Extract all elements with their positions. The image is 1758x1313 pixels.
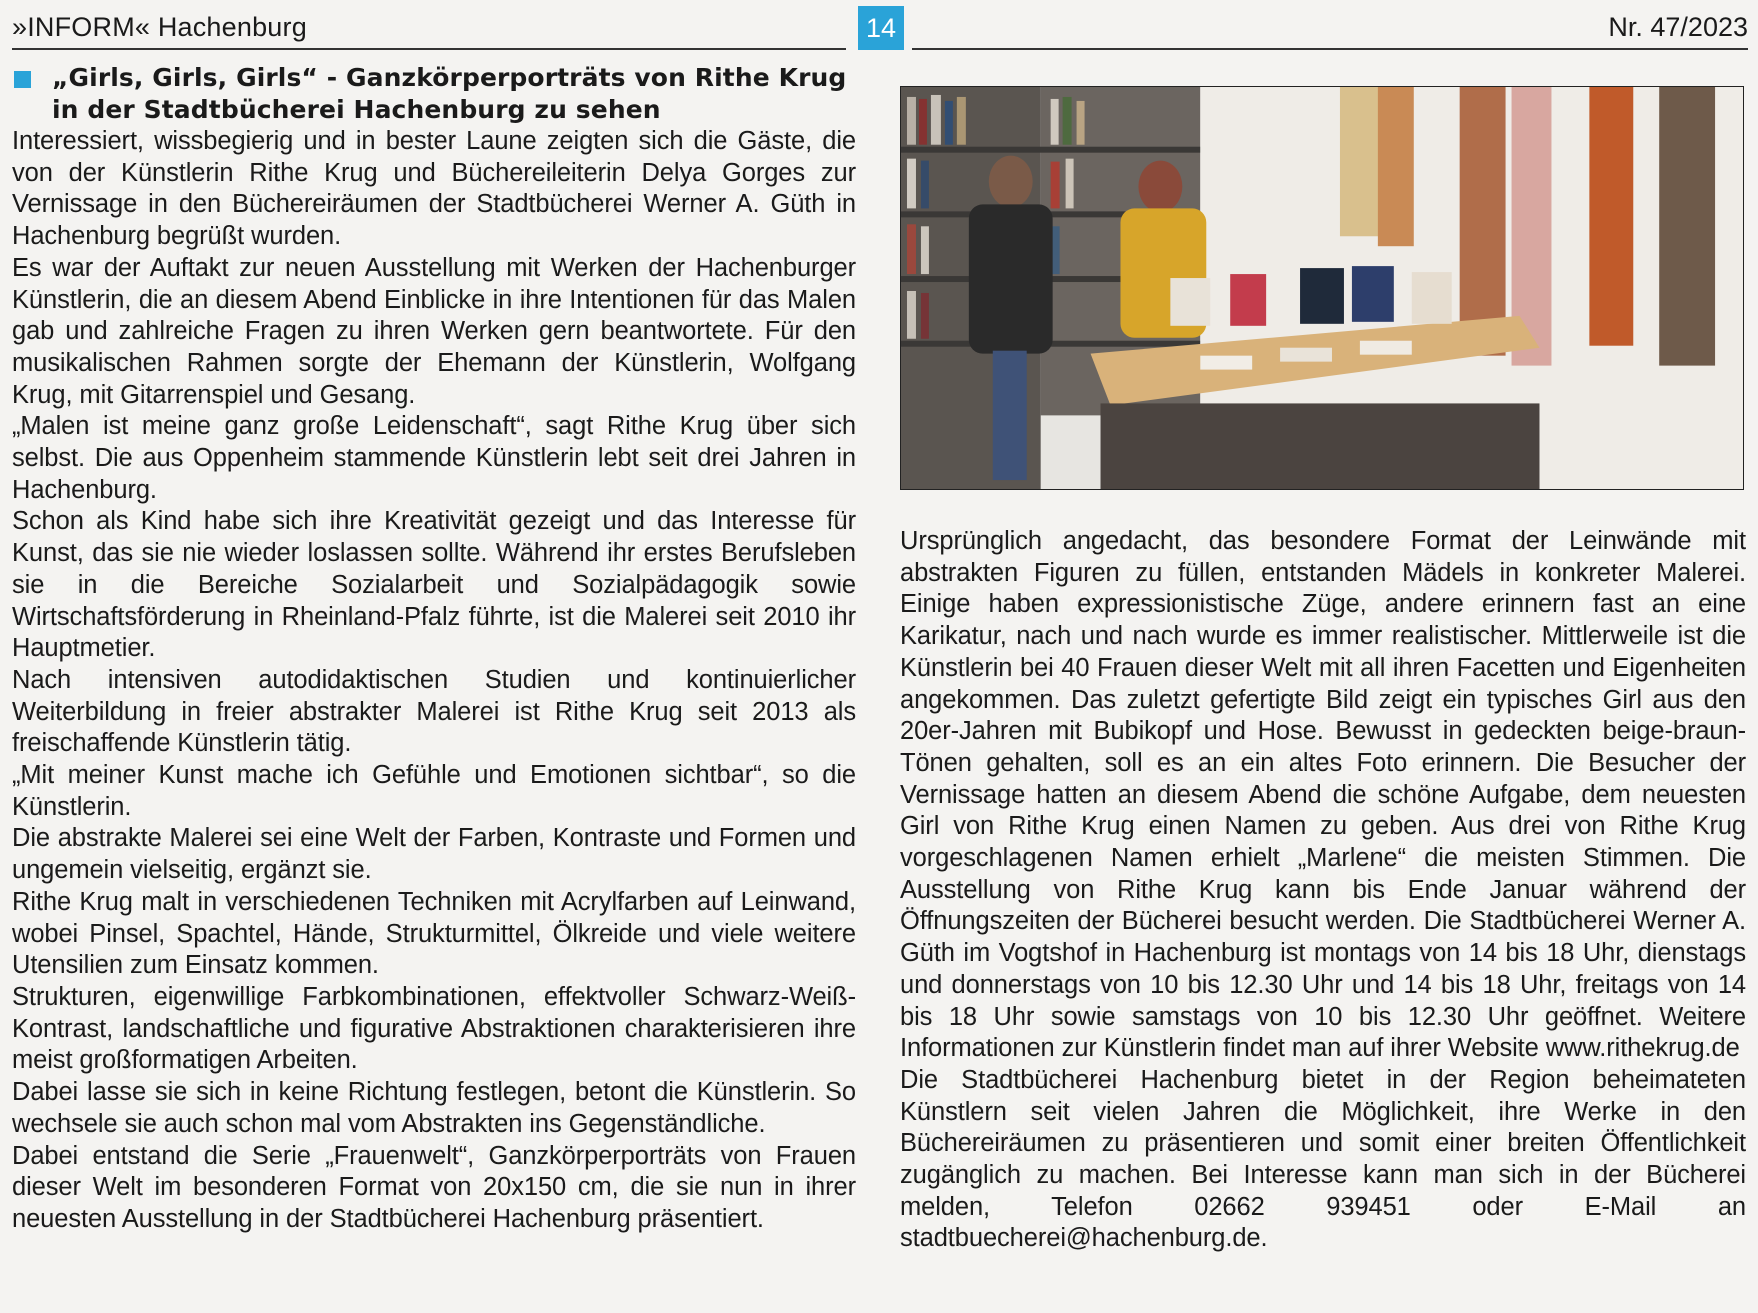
right-column	[900, 86, 1746, 1255]
headline-square-icon	[14, 71, 31, 88]
page-number-badge: 14	[858, 6, 904, 50]
paragraph: Die abstrakte Malerei sei eine Welt der Farben, Kontraste und Formen und ungemein vielseitig, ergänzt sie.	[12, 824, 856, 885]
paragraph: „Malen ist meine ganz große Leidenschaft“, sagt Rithe Krug über sich selbst. Die aus Oppenheim stammende Künstlerin lebt seit drei Jahren in Hachenburg.	[12, 412, 856, 504]
article-headline: „Girls, Girls, Girls“ - Ganzkörperporträts von Rithe Krug in der Stadtbücherei Hachenburg zu sehen	[52, 63, 847, 124]
paragraph: Rithe Krug malt in verschiedenen Techniken mit Acrylfarben auf Leinwand, wobei Pinsel, Spachtel, Hände, Strukturmittel, Ölkreide und viele weitere Utensilien zum Einsatz kommen.	[12, 887, 856, 980]
header-rule-left	[12, 48, 846, 50]
page-header	[12, 0, 1748, 52]
publication-title: »INFORM« Hachenburg	[12, 12, 307, 42]
article-photo	[900, 86, 1744, 490]
issue-number: Nr. 47/2023	[1608, 12, 1748, 42]
paragraph: Ursprünglich angedacht, das besondere Format der Leinwände mit abstrakten Figuren zu füllen, entstanden Mädels in konkreter Malerei. Einige haben expressionistische Züge, andere erinnern fast an eine Karikatur, nach und nach wurde es immer realistischer. Mittlerweile ist die Künstlerin bei 40 Frauen dieser Welt mit all ihren Facetten und Eigenheiten angekommen. Das zuletzt gefertigte Bild zeigt ein typisches Girl aus den 20er-Jahren mit Bubikopf und Hose. Bewusst in gedeckten beige-braun-Tönen gehalten, soll es an ein altes Foto erinnern. Die Besucher der Vernissage hatten an diesem Abend die schöne Aufgabe, dem neuesten Girl von Rithe Krug einen Namen zu geben. Aus drei von Rithe Krug vorgeschlagenen Namen erhielt „Marlene“ die meisten Stimmen. Die Ausstellung von Rithe Krug kann bis Ende Januar während der Öffnungszeiten der Bücherei besucht werden. Die Stadtbücherei Werner A. Güth im Vogtshof in Hachenburg ist montags von 14 bis 18 Uhr, dienstags und donnerstags von 10 bis 12.30 Uhr und 14 bis 18 Uhr, freitags von 14 bis 18 Uhr sowie samstags von 10 bis 12.30 Uhr geöffnet. Weitere Informationen zur Künstlerin findet man auf ihrer Website www.rithekrug.de	[900, 527, 1746, 1063]
left-column	[12, 62, 856, 1236]
header-rule-right	[912, 48, 1748, 50]
paragraph: Die Stadtbücherei Hachenburg bietet in der Region beheimateten Künstlern seit vielen Jahren die Möglichkeit, ihre Werke in den Büchereiräumen zu präsentieren und somit einer breiten Öffentlichkeit zugänglich zu machen. Bei Interesse kann man sich in der Bücherei melden, Telefon 02662 939451 oder E-Mail an stadtbuecherei@hachenburg.de.	[900, 1065, 1746, 1253]
paragraph: Nach intensiven autodidaktischen Studien und kontinuierlicher Weiterbildung in freier abstrakter Malerei ist Rithe Krug seit 2013 als freischaffende Künstlerin tätig.	[12, 665, 856, 758]
paragraph: Interessiert, wissbegierig und in bester Laune zeigten sich die Gäste, die von der Künstlerin Rithe Krug und Büchereileiterin Delya Gorges zur Vernissage in den Büchereiräumen der Stadtbücherei Werner A. Güth in Hachenburg begrüßt wurden.	[12, 127, 856, 251]
paragraph: Strukturen, eigenwillige Farbkombinationen, effektvoller Schwarz-Weiß-Kontrast, landschaftliche und figurative Abstraktionen charakterisieren ihre meist großformatigen Arbeiten.	[12, 982, 856, 1075]
headline-block	[12, 62, 856, 126]
paragraph: Dabei lasse sie sich in keine Richtung festlegen, betont die Künstlerin. So wechsele sie auch schon mal vom Abstrakten ins Gegenständliche.	[12, 1078, 856, 1138]
left-body-text	[12, 126, 856, 1236]
paragraph: Es war der Auftakt zur neuen Ausstellung mit Werken der Hachenburger Künstlerin, die an diesem Abend Einblicke in ihre Intentionen für das Malen gab und zahlreiche Fragen zu ihren Werken gern beantwortete. Für den musikalischen Rahmen sorgte der Ehemann der Künstlerin, Wolfgang Krug, mit Gitarrenspiel und Gesang.	[12, 253, 856, 409]
paragraph: Dabei entstand die Serie „Frauenwelt“, Ganzkörperporträts von Frauen dieser Welt im besonderen Format von 20x150 cm, die sie nun in ihrer neuesten Ausstellung in der Stadtbücherei Hachenburg präsentiert.	[12, 1141, 856, 1233]
paragraph: „Mit meiner Kunst mache ich Gefühle und Emotionen sichtbar“, so die Künstlerin.	[12, 761, 856, 821]
right-body-text	[900, 526, 1746, 1255]
paragraph: Schon als Kind habe sich ihre Kreativität gezeigt und das Interesse für Kunst, das sie nie wieder loslassen sollte. Während ihr erstes Berufsleben sie in die Bereiche Sozialarbeit und Sozialpädagogik sowie Wirtschaftsförderung in Rheinland-Pfalz führte, ist die Malerei seit 2010 ihr Hauptmetier.	[12, 507, 856, 663]
